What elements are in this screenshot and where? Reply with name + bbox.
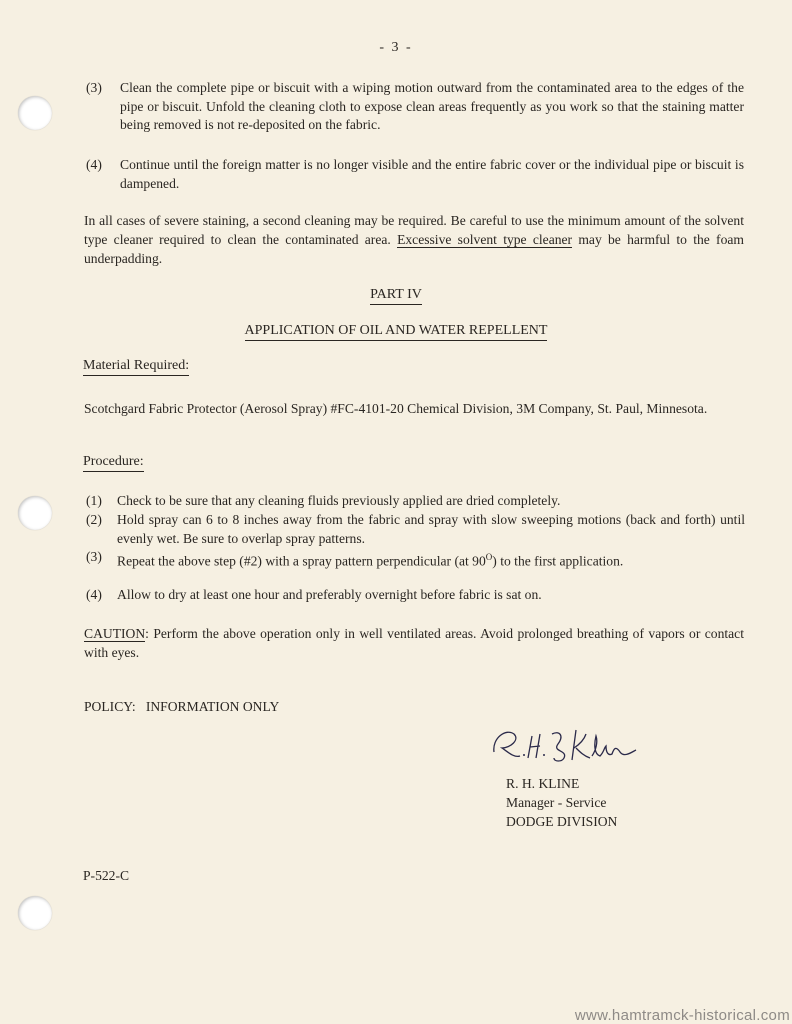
page-number: - 3 - — [379, 40, 413, 55]
material-label: Material Required: — [83, 358, 189, 376]
step-text: Continue until the foreign matter is no longer visible and the entire fabric cover or the individual pipe or biscuit is dampened. — [120, 157, 744, 191]
signatory-block — [506, 774, 617, 831]
signatory-title: Manager - Service — [506, 795, 607, 810]
step-number: (3) — [86, 80, 102, 95]
step-number: (4) — [86, 157, 102, 172]
excessive-cleaner-warning: Excessive solvent type cleaner — [397, 232, 573, 247]
policy-line: POLICY: INFORMATION ONLY — [84, 699, 280, 714]
list-item — [86, 156, 746, 196]
severe-staining-text-end: may be harmful to the foam underpadding. — [84, 232, 744, 266]
severe-staining-text: In all cases of severe staining, a second cleaning may be required. Be careful to use the minimum amount of the solvent type cleaner required to clean the contaminated area. — [84, 213, 744, 247]
list-item — [86, 492, 746, 511]
step-text: Clean the complete pipe or biscuit with a wiping motion outward from the contaminated area to the edges of the pipe or biscuit. Unfold the cleaning cloth to expose clean areas frequently as you work so that the staining matter being removed is not re-deposited on the fabric. — [120, 80, 744, 133]
signature-image — [488, 722, 648, 768]
section-heading: APPLICATION OF OIL AND WATER REPELLENT — [0, 323, 792, 339]
procedure-label: Procedure: — [83, 454, 144, 472]
degree-mark: O — [485, 552, 493, 562]
form-number: P-522-C — [83, 868, 130, 883]
watermark-url: www.hamtramck-historical.com — [574, 1007, 790, 1024]
step-text: Repeat the above step (#2) with a spray pattern perpendicular (at $90^O$) to the first application. — [117, 552, 624, 569]
list-item — [86, 511, 746, 549]
part-heading: PART IV — [0, 287, 792, 303]
step-number: (2) — [86, 512, 102, 527]
binder-hole-bottom — [18, 896, 52, 930]
caution-paragraph — [84, 624, 744, 662]
caution-text: : Perform the above operation only in well ventilated areas. Avoid prolonged breathing of vapors or contact with eyes. — [84, 626, 744, 660]
binder-hole-middle — [18, 496, 52, 530]
list-item — [86, 548, 746, 586]
list-item — [86, 586, 746, 605]
step-number: (1) — [86, 493, 102, 508]
material-text: Scotchgard Fabric Protector (Aerosol Spray) #FC-4101-20 Chemical Division, 3M Company, St. Paul, Minnesota. — [84, 401, 708, 416]
step-number: (3) — [86, 549, 102, 564]
signatory-name: R. H. KLINE — [506, 776, 580, 791]
step-number: (4) — [86, 587, 102, 602]
binder-hole-top — [18, 96, 52, 130]
severe-staining-paragraph — [84, 211, 744, 268]
step-text: Check to be sure that any cleaning fluids previously applied are dried completely. — [117, 493, 561, 508]
caution-label: CAUTION — [84, 626, 146, 641]
list-item — [86, 79, 746, 155]
step-text: Allow to dry at least one hour and preferably overnight before fabric is sat on. — [117, 587, 542, 602]
step-text: Hold spray can 6 to 8 inches away from the fabric and spray with slow sweeping motions (back and forth) until evenly wet. Be sure to overlap spray patterns. — [117, 512, 745, 546]
signatory-division: DODGE DIVISION — [506, 814, 618, 829]
